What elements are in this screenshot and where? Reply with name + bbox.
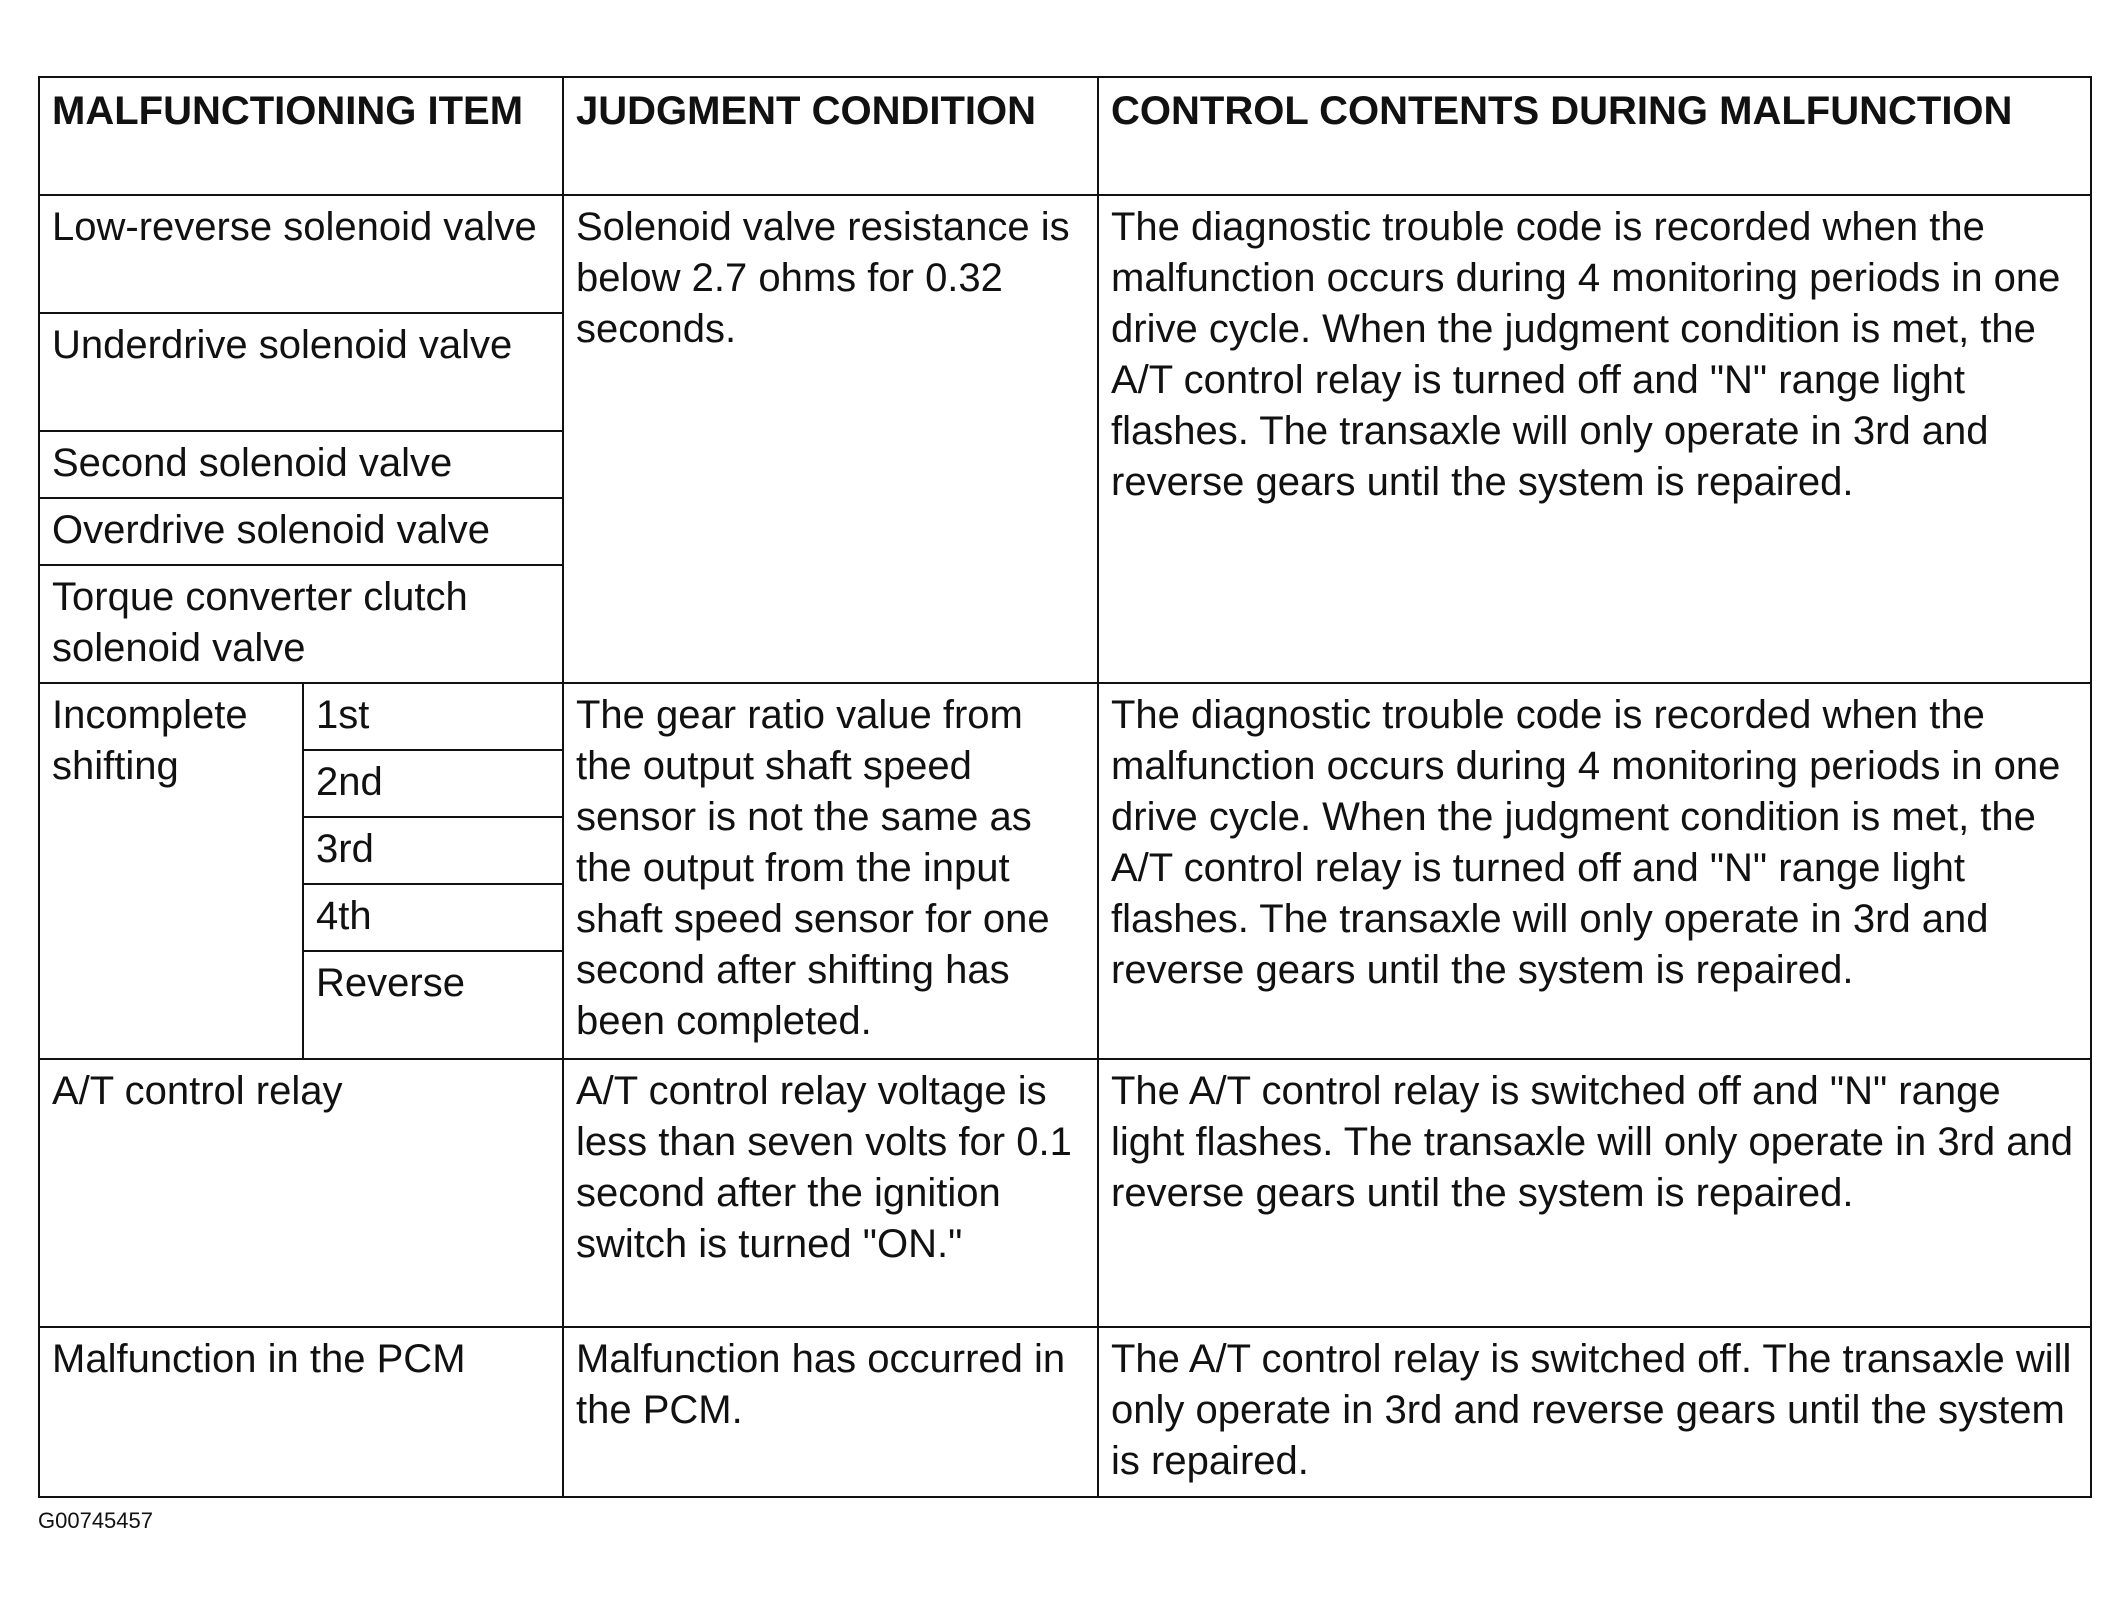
control-shifting-malfunction: The diagnostic trouble code is recorded when the malfunction occurs during 4 monitoring periods in one drive cycle. When the judgment condition is met, the A/T control relay is turned off and "N" range light flashes. The transaxle will only operate in 3rd and reverse gears until the system is repaired. (1098, 683, 2091, 1059)
item-pcm-malfunction: Malfunction in the PCM (39, 1327, 563, 1497)
table-row (39, 1059, 2091, 1327)
item-at-control-relay: A/T control relay (39, 1059, 563, 1327)
judgment-relay-voltage: A/T control relay voltage is less than seven volts for 0.1 second after the ignition switch is turned "ON." (563, 1059, 1098, 1327)
table-row (39, 683, 2091, 750)
header-row (39, 77, 2091, 195)
header-malfunctioning-item: MALFUNCTIONING ITEM (39, 77, 563, 195)
table-row (39, 195, 2091, 313)
control-pcm-malfunction: The A/T control relay is switched off. The transaxle will only operate in 3rd and reverse gears until the system is repaired. (1098, 1327, 2091, 1497)
malfunction-table (38, 76, 2092, 1498)
gear-2nd: 2nd (303, 750, 563, 817)
table-row (39, 1327, 2091, 1497)
item-low-reverse-solenoid: Low-reverse solenoid valve (39, 195, 563, 313)
item-overdrive-solenoid: Overdrive solenoid valve (39, 498, 563, 565)
judgment-gear-ratio: The gear ratio value from the output shaft speed sensor is not the same as the output from the input shaft speed sensor for one second after shifting has been completed. (563, 683, 1098, 1059)
gear-3rd: 3rd (303, 817, 563, 884)
gear-4th: 4th (303, 884, 563, 951)
item-incomplete-shifting: Incomplete shifting (39, 683, 303, 1059)
item-underdrive-solenoid: Underdrive solenoid valve (39, 313, 563, 431)
gear-1st: 1st (303, 683, 563, 750)
header-control-contents: CONTROL CONTENTS DURING MALFUNCTION (1098, 77, 2091, 195)
figure-caption: G00745457 (38, 1508, 153, 1533)
item-torque-converter-solenoid: Torque converter clutch solenoid valve (39, 565, 563, 683)
judgment-pcm: Malfunction has occurred in the PCM. (563, 1327, 1098, 1497)
item-second-solenoid: Second solenoid valve (39, 431, 563, 498)
gear-reverse: Reverse (303, 951, 563, 1059)
control-relay-malfunction: The A/T control relay is switched off and "N" range light flashes. The transaxle will only operate in 3rd and reverse gears until the system is repaired. (1098, 1059, 2091, 1327)
control-solenoid-malfunction: The diagnostic trouble code is recorded when the malfunction occurs during 4 monitoring periods in one drive cycle. When the judgment condition is met, the A/T control relay is turned off and "N" range light flashes. The transaxle will only operate in 3rd and reverse gears until the system is repaired. (1098, 195, 2091, 683)
header-judgment-condition: JUDGMENT CONDITION (563, 77, 1098, 195)
judgment-solenoid-resistance: Solenoid valve resistance is below 2.7 ohms for 0.32 seconds. (563, 195, 1098, 683)
